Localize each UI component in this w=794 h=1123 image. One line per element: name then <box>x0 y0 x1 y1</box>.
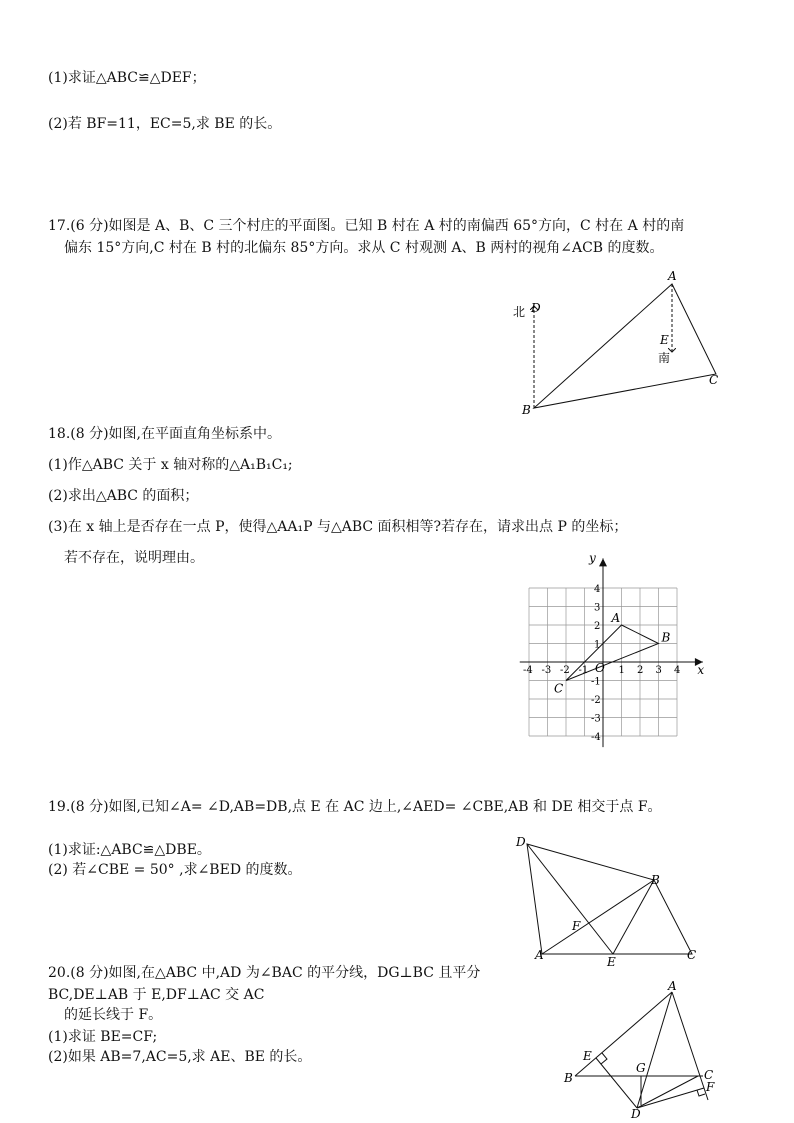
q18-x-tick: 2 <box>637 665 644 676</box>
q18-x-tick: 3 <box>655 665 662 676</box>
q17-stem-line2: 偏东 15°方向,C 村在 B 村的北偏东 85°方向。求从 C 村观测 A、B 两村的视角∠ACB 的度数。 <box>64 240 664 256</box>
q20-stem-line1: 20.(8 分)如图,在△ABC 中,AD 为∠BAC 的平分线，DG⊥BC 且平分 <box>48 965 481 981</box>
q17-label-c: C <box>709 373 719 387</box>
q20-label-f: F <box>706 1080 715 1094</box>
q20-segment-de <box>596 1058 637 1108</box>
q19-label-b: B <box>651 873 660 887</box>
q18-part3b: 若不存在，说明理由。 <box>64 550 204 566</box>
q20-label-c: C <box>704 1068 714 1082</box>
q17-figure <box>500 268 740 418</box>
q18-x-tick: 1 <box>618 665 625 676</box>
q17-label-b: B <box>522 403 531 417</box>
q18-y-tick: 3 <box>594 602 601 614</box>
q19-stem: 19.(8 分)如图,已知∠A= ∠D,AB=DB,点 E 在 AC 边上,∠AED= ∠CBE,AB 和 DE 相交于点 F。 <box>48 799 662 815</box>
q19-label-d: D <box>516 835 526 849</box>
q19-figure <box>510 832 710 968</box>
q20-part2: (2)如果 AB=7,AC=5,求 AE、BE 的长。 <box>48 1049 312 1065</box>
q20-stem-line3: 的延长线于 F。 <box>64 1007 163 1023</box>
q19-segment-eb <box>613 880 654 954</box>
q18-stem: 18.(8 分)如图,在平面直角坐标系中。 <box>48 426 281 442</box>
q20-label-e: E <box>583 1049 592 1063</box>
q17-label-e: E <box>660 333 669 347</box>
q18-part2: (2)求出△ABC 的面积； <box>48 488 199 504</box>
q17-label-a: A <box>668 269 677 283</box>
q20-figure <box>558 978 728 1121</box>
q20-label-d: D <box>631 1107 641 1121</box>
q18-part1: (1)作△ABC 关于 x 轴对称的△A₁B₁C₁; <box>48 457 293 473</box>
q20-segment-df <box>637 1088 704 1108</box>
q19-outline <box>527 844 692 954</box>
q18-y-tick: 1 <box>594 639 601 651</box>
q18-x-tick: -2 <box>560 665 570 676</box>
q18-x-tick: -4 <box>523 665 533 676</box>
q18-y-tick: -1 <box>591 676 601 688</box>
q20-segment-ab <box>575 992 672 1076</box>
q16-part1: (1)求证△ABC≌△DEF； <box>48 70 206 86</box>
q19-segment-ab <box>542 880 654 954</box>
q20-stem-line2: BC,DE⊥AB 于 E,DF⊥AC 交 AC <box>48 987 265 1003</box>
q17-stem-line1: 17.(6 分)如图是 A、B、C 三个村庄的平面图。已知 B 村在 A 村的南偏西 65°方向，C 村在 A 村的南 <box>48 218 685 234</box>
q19-label-e: E <box>607 955 616 969</box>
q20-segment-ad <box>637 992 672 1108</box>
q19-part1: (1)求证:△ABC≌△DBE。 <box>48 842 211 858</box>
q18-label-b: B <box>661 630 671 645</box>
q20-segment-dc <box>637 1076 698 1108</box>
q18-y-tick: -2 <box>591 695 601 706</box>
q20-right-angle-e <box>601 1053 607 1064</box>
q18-label-x: x <box>697 663 705 677</box>
q18-y-tick: -3 <box>591 713 601 725</box>
q19-label-f: F <box>572 919 581 933</box>
q19-label-c: C <box>687 948 697 962</box>
q17-triangle-abc <box>534 284 719 408</box>
q20-label-a: A <box>668 979 677 993</box>
q17-label-south: 南 <box>658 351 671 365</box>
q18-x-tick: 4 <box>674 665 681 676</box>
q20-label-b: B <box>564 1071 573 1085</box>
q17-label-north: 北 <box>513 305 526 319</box>
q17-label-d: D <box>531 301 541 315</box>
q18-y-tick: -4 <box>591 732 601 743</box>
q20-part1: (1)求证 BE=CF; <box>48 1029 158 1045</box>
q18-label-y: y <box>589 551 596 566</box>
q18-y-tick: 4 <box>594 584 601 595</box>
q20-segment-af <box>672 992 708 1100</box>
q18-label-a: A <box>611 611 621 625</box>
q20-right-angle-f <box>697 1090 705 1096</box>
q20-label-g: G <box>636 1061 646 1075</box>
q18-x-tick: -1 <box>578 665 589 676</box>
q18-y-tick: 2 <box>594 621 601 632</box>
q18-x-tick: -3 <box>541 665 552 676</box>
q18-label-c: C <box>554 681 564 696</box>
q18-label-origin: O <box>595 661 605 675</box>
q18-y-arrow <box>599 558 607 566</box>
q16-part2: (2)若 BF=11，EC=5,求 BE 的长。 <box>48 116 282 132</box>
q18-coordinate-figure <box>515 548 715 754</box>
q19-label-a: A <box>535 948 544 962</box>
q18-part3: (3)在 x 轴上是否存在一点 P，使得△AA₁P 与△ABC 面积相等?若存在，请求出点 P 的坐标； <box>48 519 628 535</box>
q19-part2: (2) 若∠CBE = 50° ,求∠BED 的度数。 <box>48 862 302 878</box>
